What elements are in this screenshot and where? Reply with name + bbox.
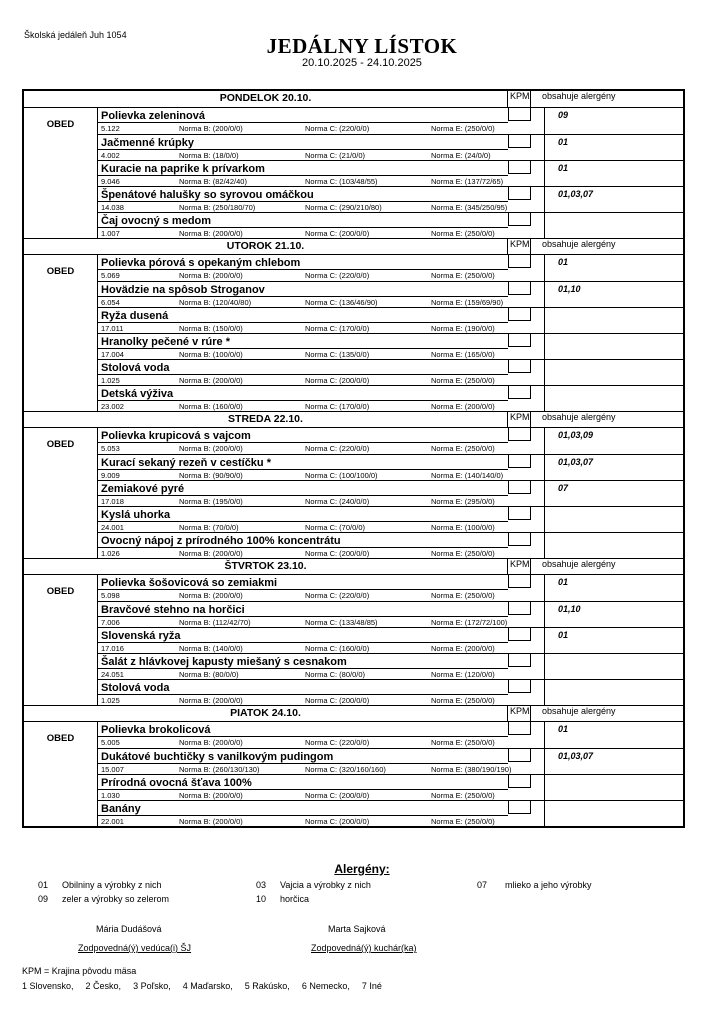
norm-c: Norma C: (21/0/0) bbox=[305, 151, 366, 160]
allergen-number: 10 bbox=[256, 894, 267, 904]
school-name: Školská jedáleň Juh 1054 bbox=[24, 30, 127, 40]
norm-b: Norma B: (140/0/0) bbox=[179, 644, 243, 653]
kpm-cell bbox=[508, 722, 531, 735]
norm-e: Norma E: (250/0/0) bbox=[431, 229, 495, 238]
kpm-column-header: KPM bbox=[507, 239, 530, 254]
dish-allergens bbox=[544, 775, 683, 801]
dish-code: 5.005 bbox=[101, 738, 120, 747]
dish-allergens: 01,03,07 bbox=[544, 455, 683, 481]
day-name: PIATOK 24.10. bbox=[230, 707, 301, 719]
dish-row bbox=[98, 653, 683, 679]
dish-allergens bbox=[544, 213, 683, 239]
norm-e: Norma E: (250/0/0) bbox=[431, 376, 495, 385]
norm-e: Norma E: (250/0/0) bbox=[431, 791, 495, 800]
dish-row bbox=[98, 532, 683, 558]
dish-allergens: 01,03,07 bbox=[544, 749, 683, 775]
norm-e: Norma E: (380/190/190) bbox=[431, 765, 512, 774]
dish-name: Detská výživa bbox=[101, 388, 174, 400]
dish-norms bbox=[98, 736, 508, 748]
norm-c: Norma C: (160/0/0) bbox=[305, 644, 370, 653]
norm-c: Norma C: (170/0/0) bbox=[305, 324, 370, 333]
dish-name: Polievka šošovicová so zemiakmi bbox=[101, 577, 278, 589]
allergens-column-header: obsahuje alergény bbox=[530, 706, 683, 721]
dish-code: 17.016 bbox=[101, 644, 124, 653]
dish-list bbox=[97, 722, 683, 826]
dish-name: Jačmenné krúpky bbox=[101, 137, 194, 149]
dish-allergens: 01,10 bbox=[544, 602, 683, 628]
dish-row bbox=[98, 212, 683, 238]
country-item: 6 Nemecko, bbox=[301, 981, 350, 991]
norm-b: Norma B: (200/0/0) bbox=[179, 229, 243, 238]
norm-b: Norma B: (200/0/0) bbox=[179, 271, 243, 280]
norm-c: Norma C: (200/0/0) bbox=[305, 817, 370, 826]
norm-c: Norma C: (70/0/0) bbox=[305, 523, 366, 532]
country-item: 5 Rakúsko, bbox=[244, 981, 290, 991]
dish-name: Polievka zeleninová bbox=[101, 110, 205, 122]
date-range: 20.10.2025 - 24.10.2025 bbox=[302, 57, 422, 69]
dish-allergens bbox=[544, 308, 683, 334]
kpm-cell bbox=[508, 255, 531, 268]
dish-name: Banány bbox=[101, 803, 141, 815]
dish-name: Kuracie na paprike k prívarkom bbox=[101, 163, 265, 175]
dish-row bbox=[98, 108, 683, 134]
dish-code: 23.002 bbox=[101, 402, 124, 411]
day-body bbox=[24, 574, 683, 705]
dish-row bbox=[98, 748, 683, 774]
norm-b: Norma B: (82/42/40) bbox=[179, 177, 247, 186]
kpm-cell bbox=[508, 108, 531, 121]
dish-allergens: 09 bbox=[544, 108, 683, 134]
dish-list bbox=[97, 575, 683, 705]
country-item: 7 Iné bbox=[361, 981, 382, 991]
norm-b: Norma B: (195/0/0) bbox=[179, 497, 243, 506]
norm-c: Norma C: (200/0/0) bbox=[305, 549, 370, 558]
kpm-cell bbox=[508, 533, 531, 546]
allergens-title: Alergény: bbox=[334, 862, 390, 876]
norm-c: Norma C: (220/0/0) bbox=[305, 738, 370, 747]
dish-allergens bbox=[544, 360, 683, 386]
dish-name: Stolová voda bbox=[101, 682, 170, 694]
day-body bbox=[24, 254, 683, 411]
dish-row bbox=[98, 722, 683, 748]
norm-e: Norma E: (190/0/0) bbox=[431, 324, 495, 333]
kpm-cell bbox=[508, 386, 531, 399]
dish-row bbox=[98, 428, 683, 454]
dish-code: 1.026 bbox=[101, 549, 120, 558]
kpm-cell bbox=[508, 135, 531, 148]
dish-row bbox=[98, 186, 683, 212]
norm-b: Norma B: (200/0/0) bbox=[179, 791, 243, 800]
norm-c: Norma C: (240/0/0) bbox=[305, 497, 370, 506]
day-body bbox=[24, 107, 683, 238]
norm-e: Norma E: (172/72/100) bbox=[431, 618, 508, 627]
dish-allergens: 07 bbox=[544, 481, 683, 507]
dish-name: Polievka pórová s opekaným chlebom bbox=[101, 257, 301, 269]
dish-code: 17.011 bbox=[101, 324, 124, 333]
dish-allergens: 01,03,07 bbox=[544, 187, 683, 213]
allergen-number: 03 bbox=[256, 880, 267, 890]
dish-name: Šalát z hlávkovej kapusty miešaný s cesnakom bbox=[101, 656, 347, 668]
norm-c: Norma C: (80/0/0) bbox=[305, 670, 366, 679]
dish-list bbox=[97, 428, 683, 558]
dish-row bbox=[98, 385, 683, 411]
norm-b: Norma B: (160/0/0) bbox=[179, 402, 243, 411]
country-list bbox=[22, 981, 394, 991]
dish-list bbox=[97, 255, 683, 411]
kpm-cell bbox=[508, 455, 531, 468]
manager-name: Mária Dudášová bbox=[96, 924, 162, 934]
dish-row bbox=[98, 800, 683, 826]
norm-b: Norma B: (100/0/0) bbox=[179, 350, 243, 359]
kpm-cell bbox=[508, 161, 531, 174]
kpm-cell bbox=[508, 575, 531, 588]
norm-e: Norma E: (250/0/0) bbox=[431, 738, 495, 747]
norm-e: Norma E: (200/0/0) bbox=[431, 644, 495, 653]
allergen-text: mlieko a jeho výrobky bbox=[505, 880, 592, 890]
kpm-column-header: KPM bbox=[507, 559, 530, 574]
dish-row bbox=[98, 506, 683, 532]
norm-b: Norma B: (200/0/0) bbox=[179, 124, 243, 133]
dish-row bbox=[98, 601, 683, 627]
dish-row bbox=[98, 333, 683, 359]
kpm-cell bbox=[508, 308, 531, 321]
dish-code: 22.001 bbox=[101, 817, 124, 826]
dish-row bbox=[98, 255, 683, 281]
dish-code: 5.122 bbox=[101, 124, 120, 133]
kpm-definition: KPM = Krajina pôvodu mäsa bbox=[22, 966, 137, 976]
dish-name: Ovocný nápoj z prírodného 100% koncentrátu bbox=[101, 535, 341, 547]
dish-allergens bbox=[544, 533, 683, 559]
meal-type-label: OBED bbox=[46, 119, 75, 130]
dish-name: Polievka krupicová s vajcom bbox=[101, 430, 251, 442]
kpm-cell bbox=[508, 507, 531, 520]
dish-allergens bbox=[544, 334, 683, 360]
norm-c: Norma C: (200/0/0) bbox=[305, 376, 370, 385]
kpm-cell bbox=[508, 775, 531, 788]
country-item: 4 Maďarsko, bbox=[182, 981, 233, 991]
norm-c: Norma C: (220/0/0) bbox=[305, 271, 370, 280]
dish-name: Dukátové buchtičky s vanilkovým pudingom bbox=[101, 751, 334, 763]
dish-allergens bbox=[544, 386, 683, 412]
allergen-item bbox=[256, 894, 309, 904]
norm-c: Norma C: (200/0/0) bbox=[305, 696, 370, 705]
dish-row bbox=[98, 679, 683, 705]
day-name: STREDA 22.10. bbox=[228, 413, 303, 425]
dish-allergens: 01 bbox=[544, 628, 683, 654]
day-header bbox=[24, 238, 683, 254]
norm-c: Norma C: (135/0/0) bbox=[305, 350, 370, 359]
norm-e: Norma E: (200/0/0) bbox=[431, 402, 495, 411]
dish-allergens bbox=[544, 801, 683, 827]
norm-c: Norma C: (220/0/0) bbox=[305, 124, 370, 133]
dish-allergens bbox=[544, 680, 683, 706]
dish-row bbox=[98, 774, 683, 800]
dish-name: Stolová voda bbox=[101, 362, 170, 374]
dish-name: Špenátové halušky so syrovou omáčkou bbox=[101, 189, 314, 201]
dish-row bbox=[98, 160, 683, 186]
dish-norms bbox=[98, 269, 508, 281]
dish-code: 9.046 bbox=[101, 177, 120, 186]
country-item: 2 Česko, bbox=[85, 981, 122, 991]
dish-row bbox=[98, 480, 683, 506]
dish-row bbox=[98, 575, 683, 601]
dish-name: Polievka brokolicová bbox=[101, 724, 211, 736]
day-header bbox=[24, 91, 683, 107]
norm-c: Norma C: (170/0/0) bbox=[305, 402, 370, 411]
kpm-cell bbox=[508, 360, 531, 373]
cook-role: Zodpovedná(ý) kuchár(ka) bbox=[311, 943, 417, 953]
dish-code: 9.009 bbox=[101, 471, 120, 480]
norm-e: Norma E: (345/250/95) bbox=[431, 203, 508, 212]
kpm-cell bbox=[508, 282, 531, 295]
norm-e: Norma E: (120/0/0) bbox=[431, 670, 495, 679]
dish-allergens: 01,03,09 bbox=[544, 428, 683, 454]
kpm-column-header: KPM bbox=[507, 706, 530, 721]
dish-code: 14.038 bbox=[101, 203, 124, 212]
norm-b: Norma B: (112/42/70) bbox=[179, 618, 251, 627]
allergens-column-header: obsahuje alergény bbox=[530, 412, 683, 427]
dish-code: 24.001 bbox=[101, 523, 124, 532]
kpm-cell bbox=[508, 654, 531, 667]
allergen-text: zeler a výrobky so zelerom bbox=[62, 894, 170, 904]
norm-b: Norma B: (200/0/0) bbox=[179, 444, 243, 453]
dish-code: 17.004 bbox=[101, 350, 124, 359]
kpm-cell bbox=[508, 213, 531, 226]
norm-b: Norma B: (200/0/0) bbox=[179, 817, 243, 826]
dish-name: Slovenská ryža bbox=[101, 630, 181, 642]
norm-b: Norma B: (200/0/0) bbox=[179, 738, 243, 747]
allergen-item bbox=[477, 880, 592, 890]
norm-e: Norma E: (159/69/90) bbox=[431, 298, 504, 307]
norm-b: Norma B: (120/40/80) bbox=[179, 298, 252, 307]
allergen-text: Vajcia a výrobky z nich bbox=[280, 880, 371, 890]
dish-row bbox=[98, 134, 683, 160]
meal-type-label: OBED bbox=[46, 586, 75, 597]
dish-allergens bbox=[544, 507, 683, 533]
norm-e: Norma E: (250/0/0) bbox=[431, 271, 495, 280]
norm-b: Norma B: (150/0/0) bbox=[179, 324, 243, 333]
norm-c: Norma C: (200/0/0) bbox=[305, 791, 370, 800]
dish-name: Kyslá uhorka bbox=[101, 509, 171, 521]
kpm-cell bbox=[508, 602, 531, 615]
kpm-column-header: KPM bbox=[507, 412, 530, 427]
dish-code: 5.069 bbox=[101, 271, 120, 280]
day-body bbox=[24, 427, 683, 558]
dish-name: Prírodná ovocná šťava 100% bbox=[101, 777, 252, 789]
dish-code: 24.051 bbox=[101, 670, 124, 679]
norm-c: Norma C: (133/48/85) bbox=[305, 618, 378, 627]
kpm-cell bbox=[508, 628, 531, 641]
dish-row bbox=[98, 627, 683, 653]
kpm-cell bbox=[508, 428, 531, 441]
kpm-cell bbox=[508, 334, 531, 347]
norm-e: Norma E: (250/0/0) bbox=[431, 444, 495, 453]
day-header bbox=[24, 705, 683, 721]
day-name: ŠTVRTOK 23.10. bbox=[224, 560, 307, 572]
dish-name: Kurací sekaný rezeň v cestíčku * bbox=[101, 457, 271, 469]
dish-allergens: 01,10 bbox=[544, 282, 683, 308]
dish-row bbox=[98, 454, 683, 480]
norm-c: Norma C: (220/0/0) bbox=[305, 444, 370, 453]
kpm-cell bbox=[508, 481, 531, 494]
norm-e: Norma E: (250/0/0) bbox=[431, 817, 495, 826]
allergen-text: Obilniny a výrobky z nich bbox=[62, 880, 162, 890]
norm-e: Norma E: (165/0/0) bbox=[431, 350, 495, 359]
kpm-cell bbox=[508, 801, 531, 814]
dish-code: 15.007 bbox=[101, 765, 124, 774]
norm-c: Norma C: (290/210/80) bbox=[305, 203, 382, 212]
allergen-item bbox=[38, 880, 162, 890]
norm-e: Norma E: (250/0/0) bbox=[431, 124, 495, 133]
allergens-column-header: obsahuje alergény bbox=[530, 559, 683, 574]
allergens-column-header: obsahuje alergény bbox=[530, 91, 683, 107]
norm-c: Norma C: (220/0/0) bbox=[305, 591, 370, 600]
norm-b: Norma B: (18/0/0) bbox=[179, 151, 239, 160]
norm-e: Norma E: (137/72/65) bbox=[431, 177, 504, 186]
dish-allergens bbox=[544, 654, 683, 680]
dish-name: Bravčové stehno na horčici bbox=[101, 604, 245, 616]
kpm-cell bbox=[508, 680, 531, 693]
dish-allergens: 01 bbox=[544, 255, 683, 281]
dish-code: 1.030 bbox=[101, 791, 120, 800]
dish-row bbox=[98, 281, 683, 307]
day-name: UTOROK 21.10. bbox=[226, 240, 305, 252]
day-header bbox=[24, 558, 683, 574]
dish-code: 1.025 bbox=[101, 696, 120, 705]
dish-code: 17.018 bbox=[101, 497, 124, 506]
dish-allergens: 01 bbox=[544, 722, 683, 748]
country-item: 1 Slovensko, bbox=[22, 981, 74, 991]
norm-e: Norma E: (140/140/0) bbox=[431, 471, 504, 480]
norm-b: Norma B: (260/130/130) bbox=[179, 765, 260, 774]
allergen-item bbox=[256, 880, 371, 890]
dish-code: 1.025 bbox=[101, 376, 120, 385]
allergen-item bbox=[38, 894, 169, 904]
norm-c: Norma C: (100/100/0) bbox=[305, 471, 378, 480]
dish-allergens: 01 bbox=[544, 161, 683, 187]
dish-norms bbox=[98, 589, 508, 601]
dish-name: Hovädzie na spôsob Stroganov bbox=[101, 284, 265, 296]
day-header bbox=[24, 411, 683, 427]
norm-e: Norma E: (295/0/0) bbox=[431, 497, 495, 506]
meal-type-label: OBED bbox=[46, 439, 75, 450]
day-body bbox=[24, 721, 683, 826]
meal-type-label: OBED bbox=[46, 266, 75, 277]
dish-code: 1.007 bbox=[101, 229, 120, 238]
norm-c: Norma C: (200/0/0) bbox=[305, 229, 370, 238]
kpm-cell bbox=[508, 187, 531, 200]
norm-e: Norma E: (250/0/0) bbox=[431, 591, 495, 600]
norm-c: Norma C: (103/48/55) bbox=[305, 177, 378, 186]
norm-e: Norma E: (250/0/0) bbox=[431, 696, 495, 705]
allergen-number: 09 bbox=[38, 894, 49, 904]
dish-code: 4.002 bbox=[101, 151, 120, 160]
dish-code: 7.006 bbox=[101, 618, 120, 627]
norm-b: Norma B: (250/180/70) bbox=[179, 203, 256, 212]
kpm-column-header: KPM bbox=[507, 91, 530, 107]
dish-norms bbox=[98, 442, 508, 454]
dish-code: 5.053 bbox=[101, 444, 120, 453]
dish-name: Čaj ovocný s medom bbox=[101, 215, 212, 227]
menu-table bbox=[22, 89, 685, 828]
norm-b: Norma B: (200/0/0) bbox=[179, 376, 243, 385]
dish-row bbox=[98, 359, 683, 385]
allergen-text: horčica bbox=[280, 894, 310, 904]
norm-b: Norma B: (80/0/0) bbox=[179, 670, 239, 679]
norm-b: Norma B: (90/90/0) bbox=[179, 471, 243, 480]
dish-name: Hranolky pečené v rúre * bbox=[101, 336, 231, 348]
dish-norms bbox=[98, 815, 508, 827]
allergens-column-header: obsahuje alergény bbox=[530, 239, 683, 254]
dish-norms bbox=[98, 122, 508, 134]
country-item: 3 Poľsko, bbox=[133, 981, 171, 991]
allergen-number: 07 bbox=[477, 880, 488, 890]
dish-allergens: 01 bbox=[544, 575, 683, 601]
allergen-number: 01 bbox=[38, 880, 49, 890]
dish-row bbox=[98, 307, 683, 333]
norm-e: Norma E: (250/0/0) bbox=[431, 549, 495, 558]
dish-code: 5.098 bbox=[101, 591, 120, 600]
day-name: PONDELOK 20.10. bbox=[219, 92, 312, 104]
dish-list bbox=[97, 108, 683, 238]
norm-e: Norma E: (100/0/0) bbox=[431, 523, 495, 532]
norm-c: Norma C: (136/46/90) bbox=[305, 298, 378, 307]
norm-b: Norma B: (200/0/0) bbox=[179, 696, 243, 705]
cook-name: Marta Sajková bbox=[328, 924, 386, 934]
dish-name: Ryža dusená bbox=[101, 310, 169, 322]
norm-b: Norma B: (200/0/0) bbox=[179, 549, 243, 558]
manager-role: Zodpovedná(ý) vedúca(i) ŠJ bbox=[78, 943, 192, 953]
norm-b: Norma B: (70/0/0) bbox=[179, 523, 239, 532]
dish-code: 6.054 bbox=[101, 298, 120, 307]
norm-e: Norma E: (24/0/0) bbox=[431, 151, 491, 160]
norm-b: Norma B: (200/0/0) bbox=[179, 591, 243, 600]
dish-allergens: 01 bbox=[544, 135, 683, 161]
meal-type-label: OBED bbox=[46, 733, 75, 744]
dish-name: Zemiakové pyré bbox=[101, 483, 185, 495]
kpm-cell bbox=[508, 749, 531, 762]
norm-c: Norma C: (320/160/160) bbox=[305, 765, 386, 774]
page-title: JEDÁLNY LÍSTOK bbox=[266, 34, 458, 58]
